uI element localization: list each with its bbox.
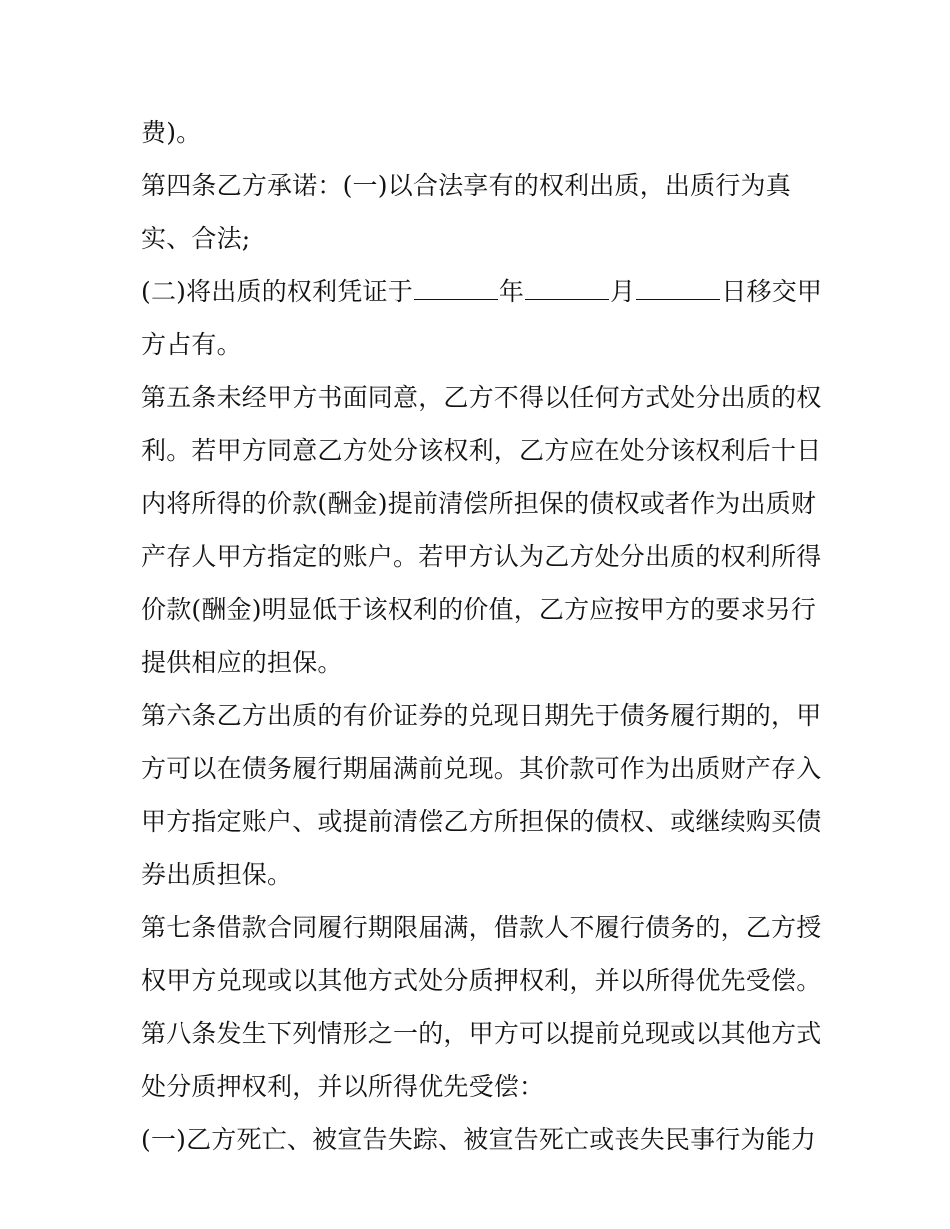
text-line: 第五条未经甲方书面同意，乙方不得以任何方式处分出质的权: [141, 383, 822, 412]
text-line: 第六条乙方出质的有价证券的兑现日期先于债务履行期的，甲: [141, 701, 822, 730]
text-line: 费)。: [141, 118, 202, 147]
text-line: 处分质押权利，并以所得优先受偿：: [141, 1072, 545, 1101]
text-line: 内将所得的价款(酬金)提前清偿所担保的债权或者作为出质财: [141, 489, 817, 518]
text-line: 第四条乙方承诺：(一)以合法享有的权利出质，出质行为真: [141, 171, 791, 200]
text-line: 甲方指定账户、或提前清偿乙方所担保的债权、或继续购买债: [141, 807, 822, 836]
text-line: 方可以在债务履行期届满前兑现。其价款可作为出质财产存入: [141, 754, 822, 783]
line-prefix: (二)将出质的权利凭证于: [141, 277, 413, 306]
text-line: 利。若甲方同意乙方处分该权利，乙方应在处分该权利后十日: [141, 436, 822, 465]
text-line-with-blanks: [141, 265, 821, 318]
day-blank: [636, 275, 720, 300]
text-line: 权甲方兑现或以其他方式处分质押权利，并以所得优先受偿。: [141, 966, 822, 995]
document-body: [141, 106, 821, 1166]
text-line: 方占有。: [141, 330, 242, 359]
text-line: 实、合法;: [141, 224, 251, 253]
text-line: 产存人甲方指定的账户。若甲方认为乙方处分出质的权利所得: [141, 542, 822, 571]
month-label: 月: [610, 277, 636, 306]
year-label: 年: [498, 277, 525, 306]
month-blank: [525, 275, 609, 300]
line-suffix: 日移交甲: [721, 277, 823, 306]
text-line: 提供相应的担保。: [141, 648, 343, 677]
text-line: 价款(酬金)明显低于该权利的价值，乙方应按甲方的要求另行: [141, 595, 817, 624]
text-line: (一)乙方死亡、被宣告失踪、被宣告死亡或丧失民事行为能力: [141, 1125, 817, 1154]
text-line: 券出质担保。: [141, 860, 293, 889]
text-line: 第七条借款合同履行期限届满，借款人不履行债务的，乙方授: [141, 913, 822, 942]
year-blank: [414, 275, 498, 300]
text-line: 第八条发生下列情形之一的，甲方可以提前兑现或以其他方式: [141, 1019, 822, 1048]
